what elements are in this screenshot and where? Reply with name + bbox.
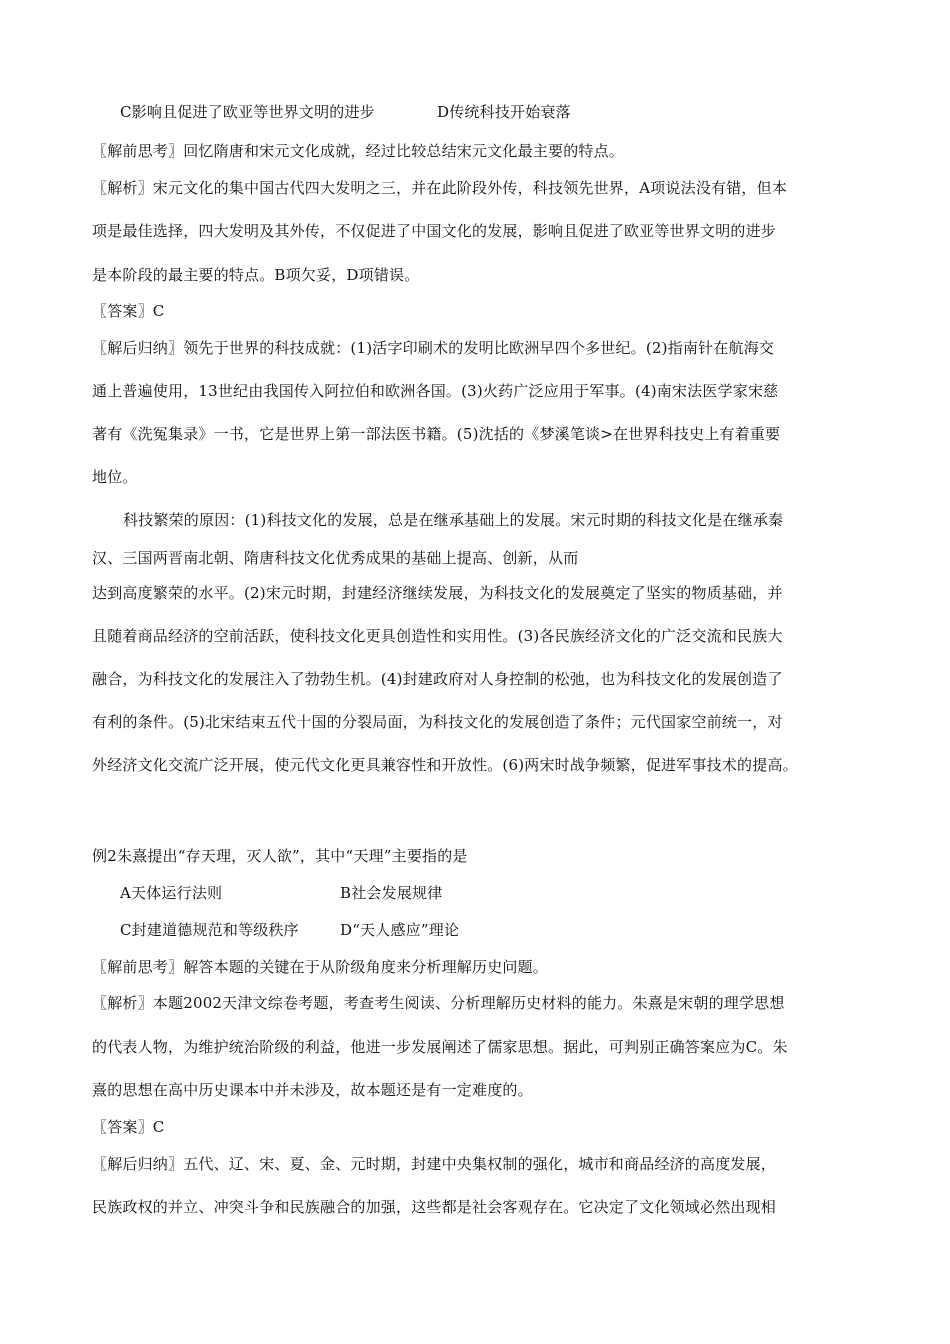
- analysis-1-line-3: 是本阶段的最主要的特点。B项欠妥，D项错误。: [92, 266, 420, 284]
- option-c: C封建道德规范和等级秩序: [120, 921, 299, 939]
- reasons-line-1: 科技繁荣的原因：(1)科技文化的发展，总是在继承基础上的发展。宋元时期的科技文化是在继承秦: [123, 511, 784, 529]
- option-b: B社会发展规律: [340, 884, 443, 902]
- option-c-line: C影响且促进了欧亚等世界文明的进步: [120, 103, 375, 121]
- summary-1-line-4: 地位。: [92, 468, 138, 486]
- analysis-1-line-2: 项是最佳选择，四大发明及其外传，不仅促进了中国文化的发展，影响且促进了欧亚等世界文明的进步: [92, 222, 777, 240]
- answer-1: 〖答案〗C: [92, 302, 165, 320]
- example-2-question: 例2朱熹提出“存天理，灭人欲”，其中“天理”主要指的是: [92, 847, 468, 865]
- summary-1-line-1: 〖解后归纳〗领先于世界的科技成就：(1)活字印刷术的发明比欧洲早四个多世纪。(2)指南针在航海交: [92, 339, 775, 357]
- option-d: D“天人感应”理论: [340, 921, 460, 939]
- option-a: A天体运行法则: [120, 884, 223, 902]
- analysis-1-line-1: 〖解析〗宋元文化的集中国古代四大发明之三，并在此阶段外传，科技领先世界，A项说法没有错，但本: [92, 179, 788, 197]
- pre-thinking-1: 〖解前思考〗回忆隋唐和宋元文化成就，经过比较总结宋元文化最主要的特点。: [92, 142, 625, 160]
- reasons-line-7: 外经济文化交流广泛开展，使元代文化更具兼容性和开放性。(6)两宋时战争频繁，促进军事技术的提高。: [92, 756, 798, 774]
- analysis-2-line-3: 熹的思想在高中历史课本中并未涉及，故本题还是有一定难度的。: [92, 1081, 533, 1099]
- option-d-line: D传统科技开始衰落: [437, 103, 571, 121]
- reasons-line-2: 汉、三国两晋南北朝、隋唐科技文化优秀成果的基础上提高、创新，从而: [92, 549, 579, 567]
- reasons-line-6: 有利的条件。(5)北宋结束五代十国的分裂局面，为科技文化的发展创造了条件；元代国家空前统一，对: [92, 713, 783, 731]
- summary-1-line-2: 通上普遍使用，13世纪由我国传入阿拉伯和欧洲各国。(3)火药广泛应用于军事。(4)南宋法医学家宋慈: [92, 382, 779, 400]
- reasons-line-3: 达到高度繁荣的水平。(2)宋元时期，封建经济继续发展，为科技文化的发展奠定了坚实的物质基础，并: [92, 584, 783, 602]
- answer-2: 〖答案〗C: [92, 1118, 165, 1136]
- summary-2-line-1: 〖解后归纳〗五代、辽、宋、夏、金、元时期，封建中央集权制的强化，城市和商品经济的高度发展，: [92, 1155, 777, 1173]
- pre-thinking-2: 〖解前思考〗解答本题的关键在于从阶级角度来分析理解历史问题。: [92, 958, 549, 976]
- reasons-line-4: 且随着商品经济的空前活跃，使科技文化更具创造性和实用性。(3)各民族经济文化的广泛交流和民族大: [92, 627, 783, 645]
- analysis-2-line-2: 的代表人物，为维护统治阶级的利益，他进一步发展阐述了儒家思想。据此，可判别正确答案应为C。朱: [92, 1038, 788, 1056]
- summary-1-line-3: 著有《洗冤集录》一书，它是世界上第一部法医书籍。(5)沈括的《梦溪笔谈>在世界科技史上有着重要: [92, 425, 781, 443]
- reasons-line-5: 融合，为科技文化的发展注入了勃勃生机。(4)封建政府对人身控制的松弛，也为科技文化的发展创造了: [92, 670, 783, 688]
- summary-2-line-2: 民族政权的并立、冲突斗争和民族融合的加强，这些都是社会客观存在。它决定了文化领域必然出现相: [92, 1198, 777, 1216]
- analysis-2-line-1: 〖解析〗本题2002天津文综卷考题，考查考生阅读、分析理解历史材料的能力。朱熹是宋朝的理学思想: [92, 994, 785, 1012]
